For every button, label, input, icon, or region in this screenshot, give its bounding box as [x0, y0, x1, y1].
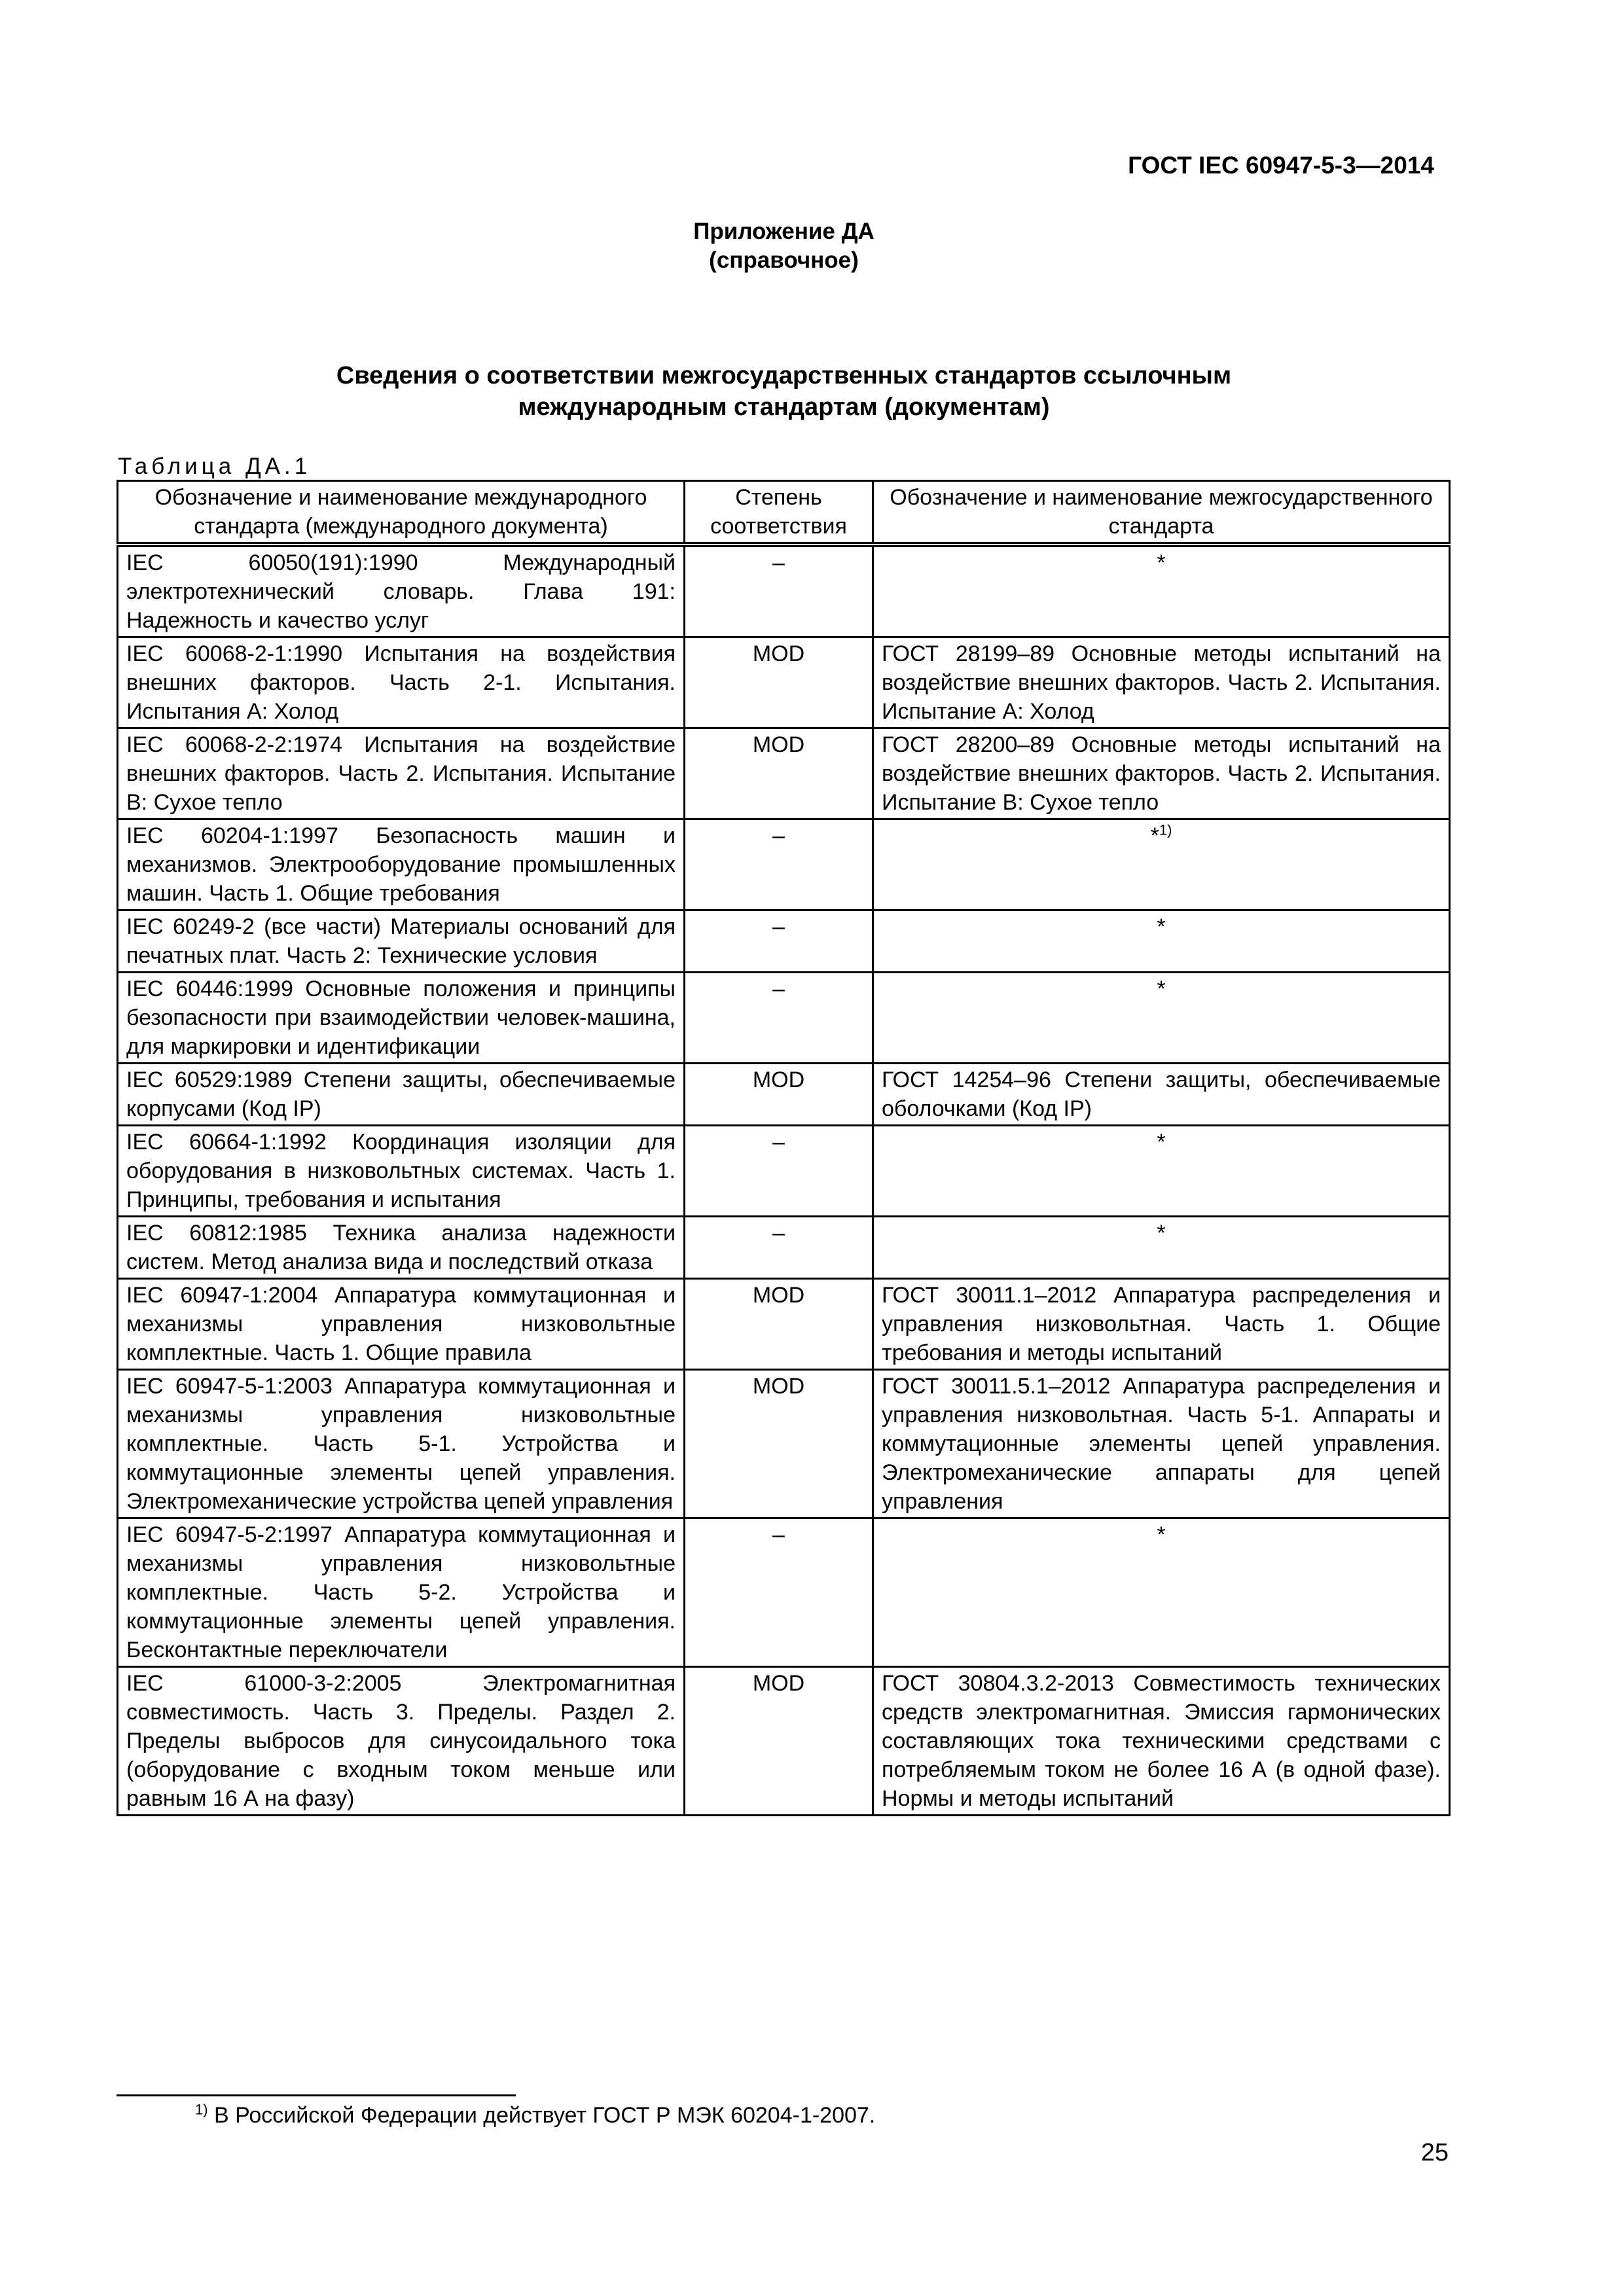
national-standard-text: ГОСТ 30011.1–2012 Аппаратура распределения и управления низковольтная. Часть 1. Общие требования и методы испытаний: [882, 1283, 1441, 1365]
cell-national-standard: [873, 1518, 1450, 1667]
cell-degree: –: [685, 1518, 873, 1667]
table-row: [118, 819, 1450, 910]
cell-international-standard: IEC 60068-2-1:1990 Испытания на воздействия внешних факторов. Часть 2-1. Испытания. Испытания А: Холод: [118, 637, 685, 728]
cell-degree: –: [685, 1217, 873, 1279]
cell-international-standard: IEC 60664-1:1992 Координация изоляции для оборудования в низковольтных системах. Часть 1. Принципы, требования и испытания: [118, 1126, 685, 1217]
cell-national-standard: [873, 1667, 1450, 1816]
cell-national-standard: [873, 728, 1450, 819]
column-header-national: Обозначение и наименование межгосударственного стандарта: [873, 481, 1450, 545]
cell-degree: MOD: [685, 1667, 873, 1816]
cell-national-standard: [873, 973, 1450, 1064]
cell-degree: –: [685, 1126, 873, 1217]
cell-national-standard: [873, 1279, 1450, 1370]
cell-international-standard: IEC 60050(191):1990 Международный электротехнический словарь. Глава 191: Надежность и качество услуг: [118, 545, 685, 637]
table-row: [118, 728, 1450, 819]
cell-international-standard: IEC 60068-2-2:1974 Испытания на воздействие внешних факторов. Часть 2. Испытания. Испытание В: Сухое тепло: [118, 728, 685, 819]
table-row: [118, 1667, 1450, 1816]
cell-degree: –: [685, 819, 873, 910]
cell-degree: MOD: [685, 728, 873, 819]
national-standard-text: ГОСТ 14254–96 Степени защиты, обеспечиваемые оболочками (Код IP): [882, 1067, 1441, 1121]
document-code: ГОСТ IEC 60947-5-3—2014: [1128, 152, 1434, 179]
table-row: [118, 1518, 1450, 1667]
national-standard-text: *: [1157, 1522, 1166, 1547]
footnote-reference: 1): [1159, 821, 1172, 838]
footnote-separator: [117, 2094, 516, 2096]
table-row: [118, 910, 1450, 973]
page-title: [0, 360, 1568, 423]
footnote: [195, 2103, 875, 2128]
national-standard-text: *: [1157, 1130, 1166, 1155]
cell-degree: MOD: [685, 1064, 873, 1126]
table-row: [118, 1126, 1450, 1217]
cell-degree: –: [685, 545, 873, 637]
page-title-line-2: международным стандартам (документам): [518, 393, 1050, 421]
table-label: Таблица ДА.1: [118, 454, 312, 479]
table-row: [118, 1064, 1450, 1126]
table-row: [118, 1279, 1450, 1370]
cell-degree: MOD: [685, 1279, 873, 1370]
cell-national-standard: [873, 1217, 1450, 1279]
cell-national-standard: [873, 1370, 1450, 1518]
cell-international-standard: IEC 60812:1985 Техника анализа надежности систем. Метод анализа вида и последствий отказа: [118, 1217, 685, 1279]
national-standard-text: *: [1157, 1221, 1166, 1246]
national-standard-text: ГОСТ 30804.3.2-2013 Совместимость технических средств электромагнитная. Эмиссия гармонических составляющих тока техническими средствами с потребляемым током не более 16 А (в одной фазе). Нормы и методы испытаний: [882, 1671, 1441, 1811]
cell-international-standard: IEC 61000-3-2:2005 Электромагнитная совместимость. Часть 3. Пределы. Раздел 2. Пределы выбросов для синусоидального тока (оборудование с входным током меньше или равным 16 А на фазу): [118, 1667, 685, 1816]
annex-label: Приложение ДА: [693, 219, 875, 244]
cell-international-standard: IEC 60947-5-1:2003 Аппаратура коммутационная и механизмы управления низковольтные комплектные. Часть 5-1. Устройства и коммутационные элементы цепей управления. Электромеханические устройства цепей управления: [118, 1370, 685, 1518]
correspondence-table: [117, 480, 1451, 1816]
national-standard-text: *: [1150, 823, 1159, 848]
national-standard-text: ГОСТ 30011.5.1–2012 Аппаратура распределения и управления низковольтная. Часть 5-1. Аппараты и коммутационные элементы цепей управления. Электромеханические аппараты для цепей управления: [882, 1374, 1441, 1514]
table-row: [118, 545, 1450, 637]
cell-international-standard: IEC 60446:1999 Основные положения и принципы безопасности при взаимодействии человек-машина, для маркировки и идентификации: [118, 973, 685, 1064]
cell-national-standard: [873, 1126, 1450, 1217]
page-number: 25: [1420, 2139, 1449, 2166]
footnote-marker: 1): [195, 2101, 208, 2118]
cell-international-standard: IEC 60947-1:2004 Аппаратура коммутационная и механизмы управления низковольтные комплектные. Часть 1. Общие правила: [118, 1279, 685, 1370]
footnote-text: В Российской Федерации действует ГОСТ Р МЭК 60204-1-2007.: [214, 2103, 876, 2128]
table-row: [118, 637, 1450, 728]
cell-international-standard: IEC 60249-2 (все части) Материалы оснований для печатных плат. Часть 2: Технические условия: [118, 910, 685, 973]
cell-national-standard: [873, 545, 1450, 637]
column-header-international: Обозначение и наименование международного стандарта (международного документа): [118, 481, 685, 545]
annex-type: (справочное): [709, 247, 859, 273]
cell-degree: –: [685, 910, 873, 973]
table-header-row: [118, 481, 1450, 545]
table-row: [118, 973, 1450, 1064]
cell-national-standard: [873, 819, 1450, 910]
column-header-degree: Степень соответствия: [685, 481, 873, 545]
table-body: [118, 545, 1450, 1816]
national-standard-text: *: [1157, 550, 1166, 575]
correspondence-table-container: [117, 480, 1449, 1816]
national-standard-text: ГОСТ 28199–89 Основные методы испытаний на воздействие внешних факторов. Часть 2. Испытания. Испытание А: Холод: [882, 641, 1441, 724]
cell-degree: MOD: [685, 1370, 873, 1518]
annex-heading: [0, 217, 1568, 275]
cell-national-standard: [873, 1064, 1450, 1126]
national-standard-text: *: [1157, 977, 1166, 1001]
cell-degree: MOD: [685, 637, 873, 728]
cell-national-standard: [873, 637, 1450, 728]
cell-international-standard: IEC 60529:1989 Степени защиты, обеспечиваемые корпусами (Код IP): [118, 1064, 685, 1126]
national-standard-text: ГОСТ 28200–89 Основные методы испытаний на воздействие внешних факторов. Часть 2. Испытания. Испытание В: Сухое тепло: [882, 732, 1441, 815]
cell-international-standard: IEC 60204-1:1997 Безопасность машин и механизмов. Электрооборудование промышленных машин. Часть 1. Общие требования: [118, 819, 685, 910]
cell-international-standard: IEC 60947-5-2:1997 Аппаратура коммутационная и механизмы управления низковольтные комплектные. Часть 5-2. Устройства и коммутационные элементы цепей управления. Бесконтактные переключатели: [118, 1518, 685, 1667]
page-title-line-1: Сведения о соответствии межгосударственных стандартов ссылочным: [336, 362, 1232, 389]
national-standard-text: *: [1157, 914, 1166, 939]
cell-national-standard: [873, 910, 1450, 973]
table-row: [118, 1370, 1450, 1518]
table-row: [118, 1217, 1450, 1279]
cell-degree: –: [685, 973, 873, 1064]
